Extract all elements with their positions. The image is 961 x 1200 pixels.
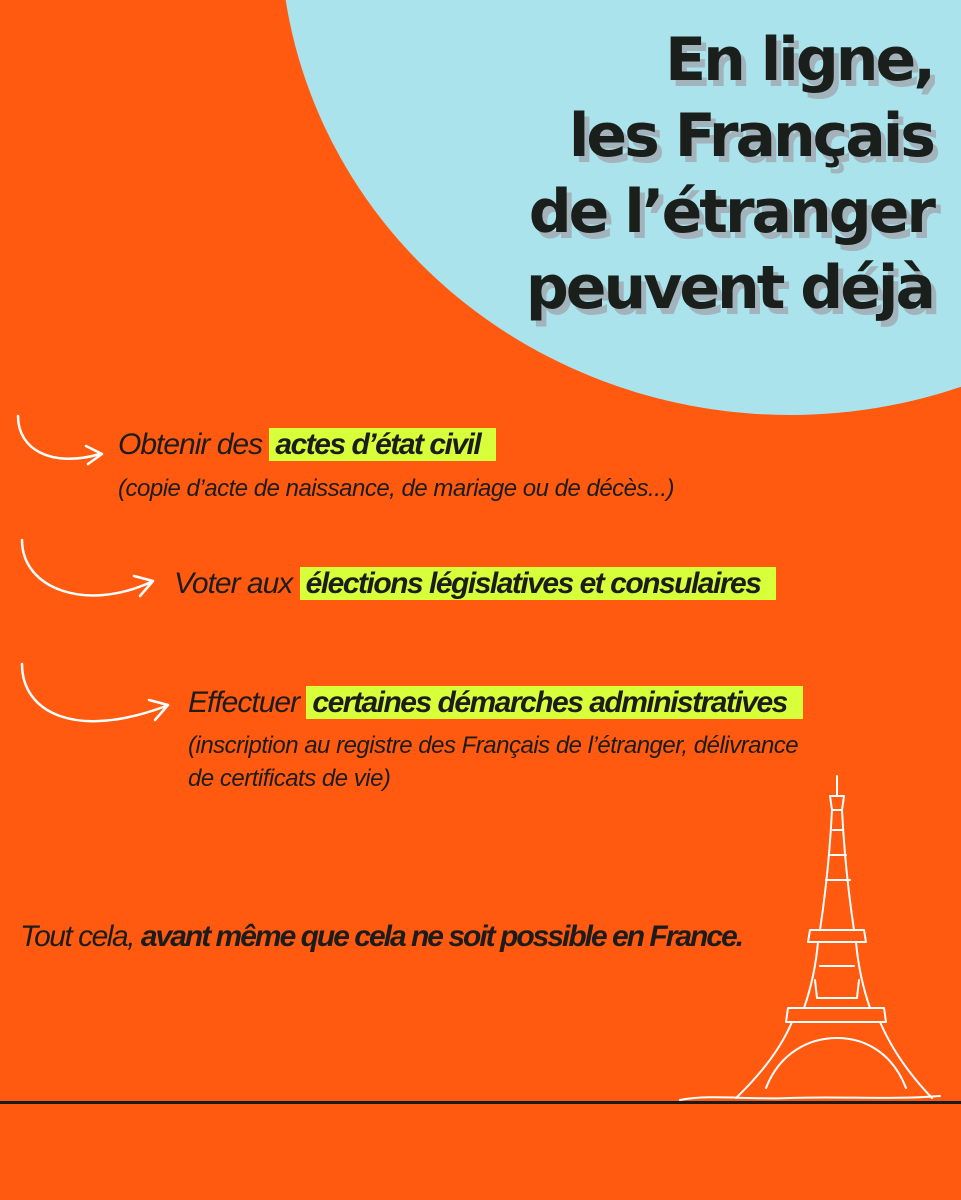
item-highlight: actes d’état civil bbox=[269, 428, 496, 461]
headline bbox=[526, 22, 933, 326]
headline-line-2: les Français bbox=[568, 101, 933, 171]
item-detail-line-2: de certificats de vie) bbox=[188, 765, 391, 792]
curved-arrow-icon bbox=[12, 410, 112, 470]
item-detail: (copie d’acte de naissance, de mariage ou de décès...) bbox=[118, 475, 675, 502]
closing-lead: Tout cela, bbox=[20, 920, 141, 953]
item-lead: Voter aux bbox=[174, 567, 300, 600]
item-lead: Obtenir des bbox=[118, 428, 270, 461]
curved-arrow-icon bbox=[16, 534, 161, 609]
curved-arrow-icon bbox=[16, 658, 176, 738]
headline-line-1: En ligne, bbox=[665, 25, 933, 95]
item-elections bbox=[174, 567, 776, 601]
item-lead: Effectuer bbox=[188, 686, 307, 719]
eiffel-tower-icon bbox=[670, 770, 950, 1105]
item-highlight: certaines démarches administratives bbox=[306, 686, 802, 719]
item-admin-procedures bbox=[188, 686, 803, 720]
closing-emphasis: avant même que cela ne soit possible en France. bbox=[140, 920, 743, 953]
ground-line bbox=[0, 1101, 961, 1104]
item-civil-records bbox=[118, 428, 496, 462]
headline-line-3: de l’étranger bbox=[528, 177, 933, 247]
item-detail-line-1: (inscription au registre des Français de l’étranger, délivrance bbox=[188, 732, 799, 759]
item-highlight: élections législatives et consulaires bbox=[300, 567, 777, 600]
closing-statement bbox=[20, 920, 742, 954]
headline-line-4: peuvent déjà bbox=[525, 253, 933, 323]
